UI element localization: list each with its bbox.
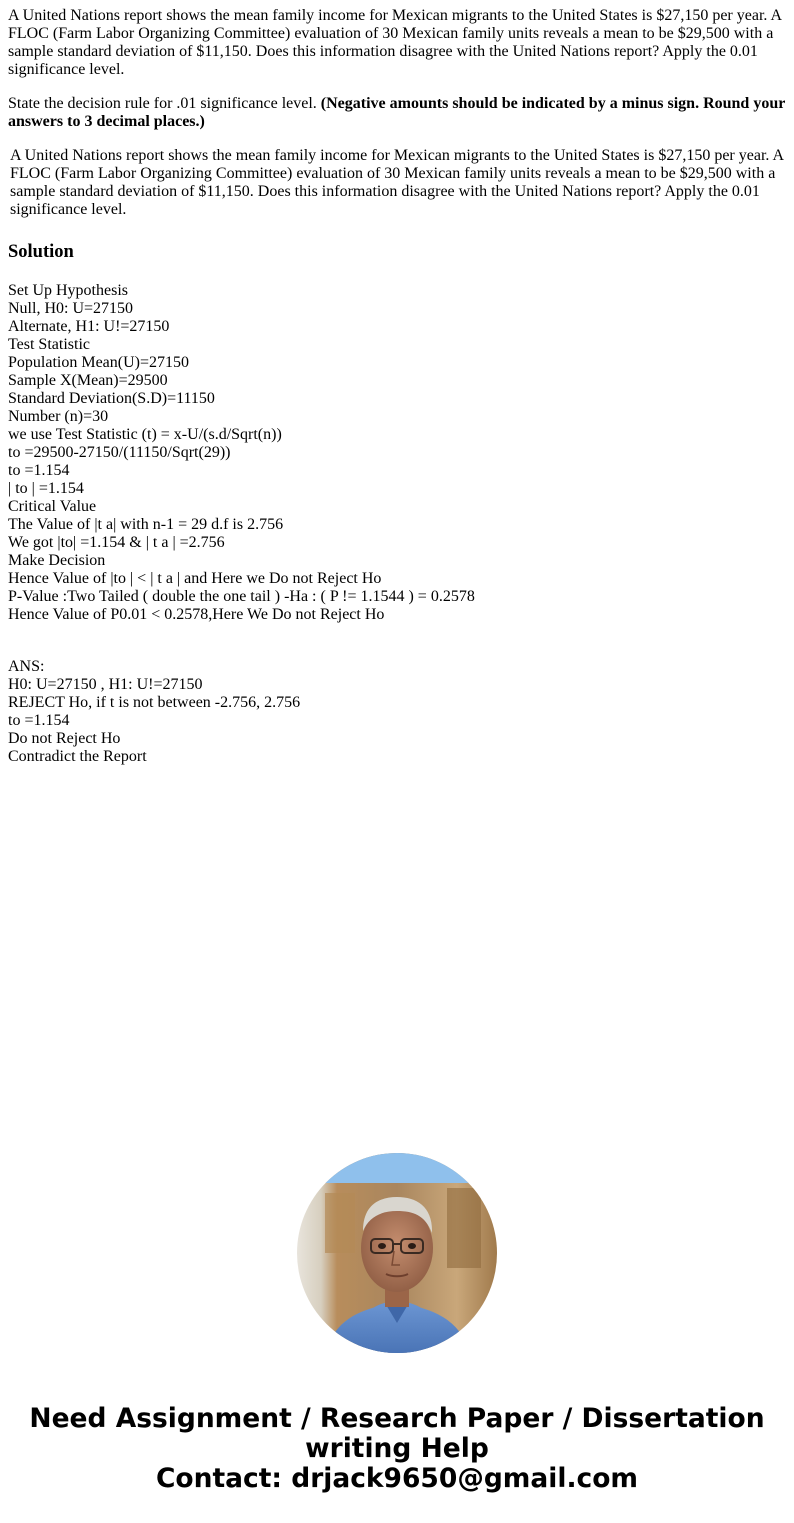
solution-line: Hence Value of |to | < | t a | and Here we Do not Reject Ho — [8, 570, 382, 587]
instruction-bold: (Negative amounts should be indicated by a minus sign. Round your answers to 3 decimal places.) — [8, 95, 786, 130]
answer-line: to =1.154 — [8, 712, 70, 729]
spacer — [8, 624, 788, 658]
solution-steps — [8, 282, 788, 624]
solution-line: Make Decision — [8, 552, 106, 569]
promo-line: Need Assignment / Research Paper / Dissertation — [29, 1403, 765, 1434]
promo-line: writing Help — [305, 1433, 489, 1464]
answer-line: Contradict the Report — [8, 748, 147, 765]
answer-line: ANS: — [8, 658, 45, 675]
question-instruction — [8, 95, 788, 131]
solution-line: | to | =1.154 — [8, 480, 84, 497]
solution-line: Population Mean(U)=27150 — [8, 354, 189, 371]
solution-line: Alternate, H1: U!=27150 — [8, 318, 170, 335]
solution-heading: Solution — [8, 242, 74, 262]
solution-line: The Value of |t a| with n-1 = 29 d.f is 2.756 — [8, 516, 284, 533]
solution-line: Null, H0: U=27150 — [8, 300, 134, 317]
solution-line: Set Up Hypothesis — [8, 282, 128, 299]
promo-banner — [0, 1404, 794, 1494]
answer-line: REJECT Ho, if t is not between -2.756, 2.756 — [8, 694, 301, 711]
solution-line: Number (n)=30 — [8, 408, 109, 425]
answer-line: H0: U=27150 , H1: U!=27150 — [8, 676, 203, 693]
person-photo-icon — [297, 1153, 497, 1353]
solution-line: we use Test Statistic (t) = x-U/(s.d/Sqrt(n)) — [8, 426, 282, 443]
solution-line: P-Value :Two Tailed ( double the one tail ) -Ha : ( P != 1.1544 ) = 0.2578 — [8, 588, 475, 605]
answer-line: Do not Reject Ho — [8, 730, 121, 747]
promo-contact: Contact: drjack9650@gmail.com — [155, 1463, 639, 1494]
solution-line: to =1.154 — [8, 462, 70, 479]
instruction-plain: State the decision rule for .01 significance level. — [8, 95, 321, 112]
solution-line: Critical Value — [8, 498, 97, 515]
question-repeat-text: A United Nations report shows the mean family income for Mexican migrants to the United States is $27,150 per year. A FLOC (Farm Labor Organizing Committee) evaluation of 30 Mexican family units reveals a mean to be $29,500 with a sample standard deviation of $11,150. Does this information disagree with the United Nations report? Apply the 0.01 significance level. — [10, 147, 784, 218]
document-body — [8, 7, 788, 766]
answer-block — [8, 658, 788, 766]
solution-line: Test Statistic — [8, 336, 90, 353]
solution-line: to =29500-27150/(11150/Sqrt(29)) — [8, 444, 231, 461]
solution-line: Standard Deviation(S.D)=11150 — [8, 390, 215, 407]
solution-line: Hence Value of P0.01 < 0.2578,Here We Do not Reject Ho — [8, 606, 385, 623]
solution-line: We got |to| =1.154 & | t a | =2.756 — [8, 534, 225, 551]
solution-line: Sample X(Mean)=29500 — [8, 372, 168, 389]
avatar — [297, 1153, 497, 1353]
question-text: A United Nations report shows the mean family income for Mexican migrants to the United States is $27,150 per year. A FLOC (Farm Labor Organizing Committee) evaluation of 30 Mexican family units reveals a mean to be $29,500 with a sample standard deviation of $11,150. Does this information disagree with the United Nations report? Apply the 0.01 significance level. — [8, 7, 782, 78]
